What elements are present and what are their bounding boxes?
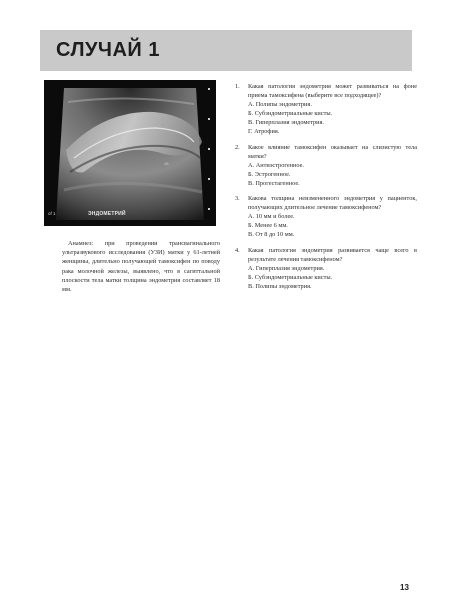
ultrasound-depth-number: 18 bbox=[164, 161, 169, 166]
answer-option: Б. Субэндометриальные кисты. bbox=[248, 110, 333, 118]
answer-option: Б. Субэндометриальные кисты. bbox=[248, 273, 333, 281]
question-list bbox=[235, 82, 417, 297]
question-item bbox=[235, 82, 417, 137]
question-text: Какая патология эндометрия может развиваться на фоне приема тамоксифена (выберите все подходящее)? bbox=[248, 83, 417, 100]
answer-option: А. Антиэстрогенное. bbox=[248, 161, 304, 169]
answer-option: В. От 8 до 10 мм. bbox=[248, 231, 295, 239]
anamnesis-text: Анамнез: при проведении трансвагинального ультразвукового исследования (УЗИ) матки у 61-летней женщины, длительно получающей тамоксифен по поводу рака молочной железы, выявлено, что в сагиттальной плоскости тела матки толщина эндометрия составляет 18 мм. bbox=[62, 240, 220, 294]
answer-option: В. Гиперплазия эндометрия. bbox=[248, 119, 324, 127]
answer-option: А. Гиперплазия эндометрия. bbox=[248, 264, 325, 272]
answer-option: А. 10 мм и более. bbox=[248, 213, 295, 221]
question-number: 3. bbox=[235, 195, 240, 203]
page-number: 13 bbox=[400, 583, 409, 592]
answer-option: Б. Менее 6 мм. bbox=[248, 222, 288, 230]
answer-option: В. Полипы эндометрия. bbox=[248, 282, 312, 290]
ultrasound-image bbox=[44, 80, 216, 226]
ultrasound-scan-graphic bbox=[44, 80, 216, 226]
answer-option: В. Прогестагенное. bbox=[248, 179, 300, 187]
ultrasound-label-endometrium: ЭНДОМЕТРИЙ bbox=[88, 211, 126, 217]
question-text: Какая патология эндометрия развивается чаще всего в результате лечения тамоксифеном? bbox=[248, 246, 417, 263]
ultrasound-marker: of 1 bbox=[48, 211, 56, 216]
answer-option: Г. Атрофия. bbox=[248, 128, 280, 136]
question-number: 1. bbox=[235, 83, 240, 90]
question-text: Какова толщина неизмененного эндометрия у пациенток, получающих длительное лечение тамоксифеном? bbox=[248, 195, 417, 212]
question-number: 2. bbox=[235, 143, 240, 151]
question-item bbox=[235, 194, 417, 239]
answer-option: А. Полипы эндометрия. bbox=[248, 101, 312, 109]
question-item bbox=[235, 143, 417, 188]
question-item bbox=[235, 246, 417, 291]
question-text: Какое влияние тамоксифен оказывает на слизистую тела матки? bbox=[248, 143, 417, 160]
question-number: 4. bbox=[235, 246, 240, 254]
answer-option: Б. Эстрогенное. bbox=[248, 170, 291, 178]
case-title: СЛУЧАЙ 1 bbox=[56, 39, 160, 61]
